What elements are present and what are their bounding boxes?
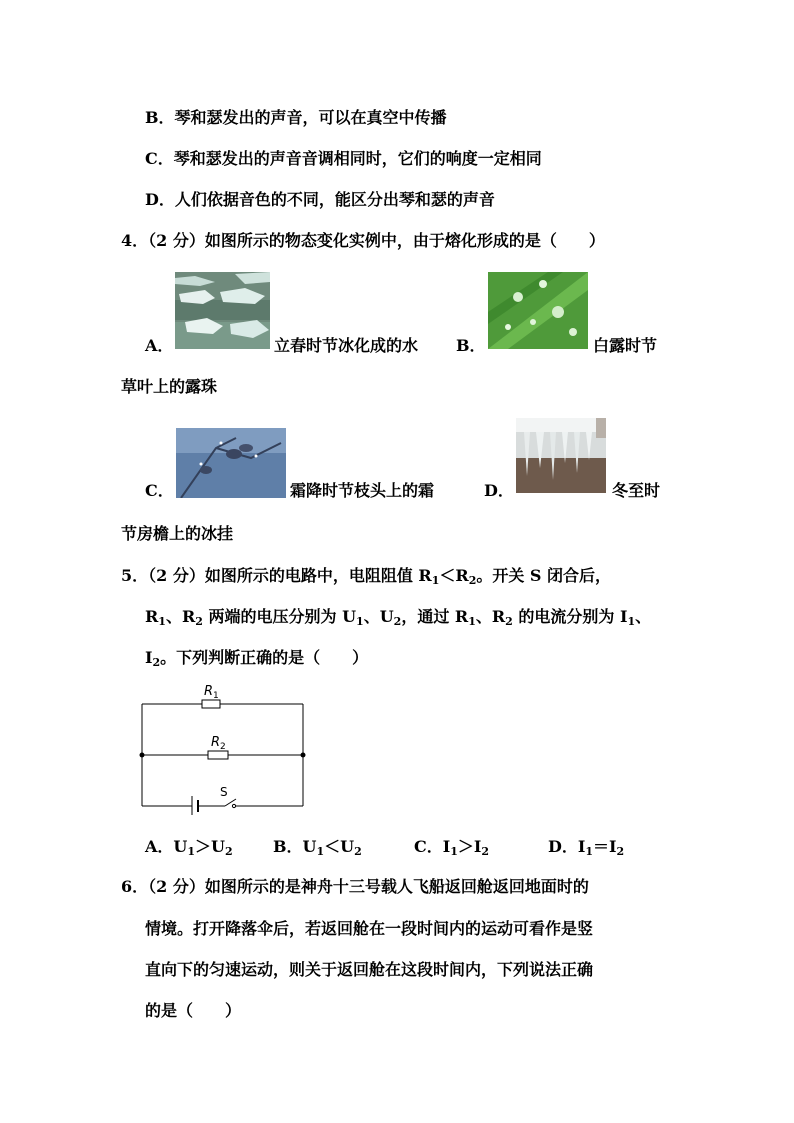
q5-option-d: D．$I_1=I_2$ xyxy=(548,837,625,858)
resistor-r2 xyxy=(208,751,228,759)
q6-stem-line3: 直向下的匀速运动，则关于返回舱在这段时间内，下列说法正确 xyxy=(145,960,594,979)
q4-option-c-text: 霜降时节枝头上的霜 xyxy=(290,481,435,500)
ice-melting-photo xyxy=(175,272,270,349)
r2-label: $R_2$ xyxy=(211,735,226,752)
q4-option-a-label: A． xyxy=(145,336,174,355)
battery xyxy=(192,796,198,815)
q4-option-d-text-cont: 节房檐上的冰挂 xyxy=(121,524,234,543)
q4-option-d-label: D． xyxy=(484,481,514,500)
circuit-diagram xyxy=(130,680,320,815)
r1-label: $R_1$ xyxy=(204,684,219,701)
q5-option-b: B．$U_1<U_2$ xyxy=(273,837,362,858)
q3-option-c: C．琴和瑟发出的声音音调相同时，它们的响度一定相同 xyxy=(145,149,542,168)
dew-on-leaf-photo xyxy=(488,272,588,349)
q5-option-c: C．$I_1>I_2$ xyxy=(414,837,490,858)
q3-option-d: D．人们依据音色的不同，能区分出琴和瑟的声音 xyxy=(145,190,495,209)
q6-stem-line1: 6．（2 分）如图所示的是神舟十三号载人飞船返回舱返回地面时的 xyxy=(121,877,589,896)
junction-left xyxy=(140,753,145,758)
q5-option-a: A．$U_1>U_2$ xyxy=(145,837,233,858)
switch-label: S xyxy=(220,785,228,799)
resistor-r1 xyxy=(202,700,220,708)
q4-option-c-label: C． xyxy=(145,481,174,500)
switch xyxy=(225,799,236,808)
q4-option-d-text: 冬至时 xyxy=(612,481,661,500)
q6-stem-line4: 的是（ ） xyxy=(145,1001,242,1020)
q5-stem-line3: $I_2$。下列判断正确的是（ ） xyxy=(145,648,369,669)
q5-stem-line1: 5．（2 分）如图所示的电路中，电阻阻值 $R_1<R_2$。开关 S 闭合后， xyxy=(121,566,612,587)
q3-option-b: B．琴和瑟发出的声音，可以在真空中传播 xyxy=(145,108,447,127)
junction-right xyxy=(301,753,306,758)
q4-option-b-label: B． xyxy=(456,336,486,355)
q4-option-b-text: 白露时节 xyxy=(593,336,658,355)
q5-stem-line2: $R_1$、$R_2$ 两端的电压分别为 $U_1$、$U_2$，通过 $R_1$、$R_2$ 的电流分别为 $I_1$、 xyxy=(145,607,652,628)
q6-stem-line2: 情境。打开降落伞后，若返回舱在一段时间内的运动可看作是竖 xyxy=(145,919,594,938)
icicles-photo xyxy=(516,418,606,493)
q4-stem: 4．（2 分）如图所示的物态变化实例中，由于熔化形成的是（ ） xyxy=(121,231,605,250)
q4-option-a-text: 立春时节冰化成的水 xyxy=(274,336,419,355)
frost-on-branch-photo xyxy=(176,428,286,498)
q4-option-b-text-cont: 草叶上的露珠 xyxy=(121,377,218,396)
